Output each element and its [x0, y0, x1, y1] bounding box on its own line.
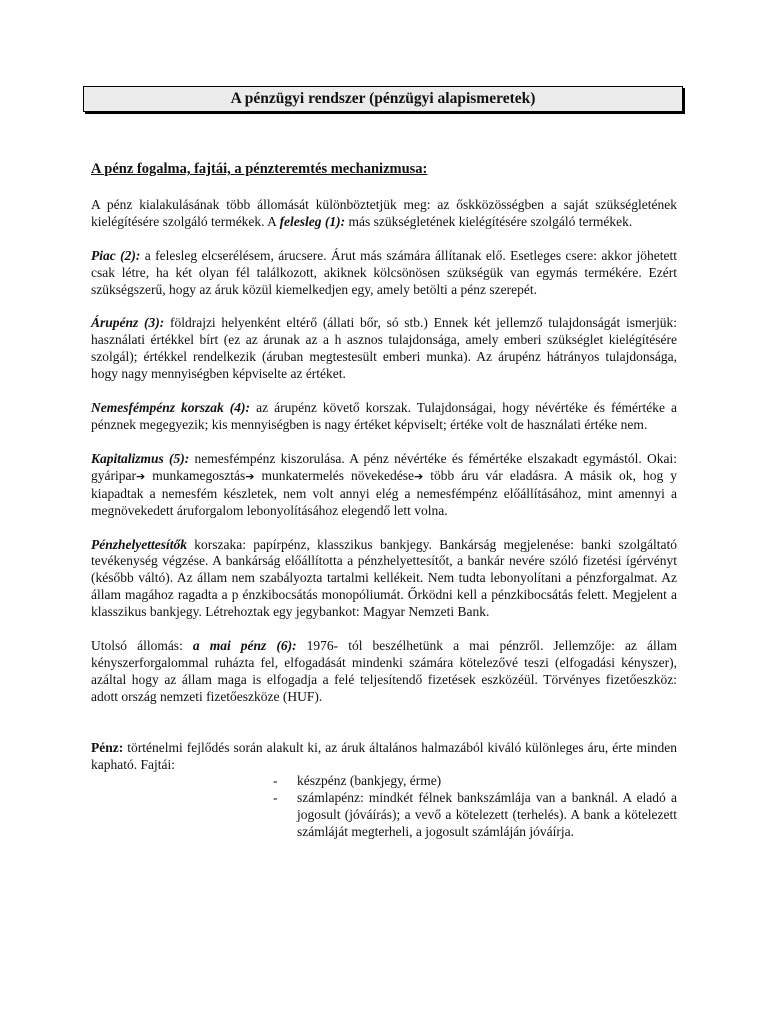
term-felesleg: felesleg (1):	[279, 213, 346, 229]
kapitalizmus-text-3: munkatermelés növekedése	[254, 467, 414, 483]
nemesfem-text: az árupénz követő korszak. Tulajdonságai, hogy névértéke és fémértéke a pénznek megegyezik; kis mennyiségben is nagy értéket képviselt; értéke volt de használati értéke nem.	[91, 400, 677, 432]
penz-text: történelmi fejlődés során alakult ki, az áruk általános halmazából kiváló különleges áru, érte minden kapható. Fajtái:	[91, 739, 677, 772]
arrow-right-icon: ➔	[245, 469, 255, 483]
section-heading: A pénz fogalma, fajtái, a pénzteremtés mechanizmusa:	[91, 161, 428, 177]
maipenz-text-before: Utolsó állomás:	[91, 638, 193, 654]
document-body	[91, 161, 677, 841]
term-penzhelyettesitok: Pénzhelyettesítők	[91, 536, 187, 552]
intro-text-before: A pénz kialakulásának több állomását különböztetjük meg: az őskközösségben a saját szükségletének kielégítésére szolgáló termékek. A	[91, 196, 677, 229]
type-szamlapenz: számlapénz: mindkét félnek bankszámlája van a banknál. A eladó a jogosult (jóváírás); a vevő a kötelezett (terhelés). A bank a kötelezett számláját megterheli, a jogosult számláján jóváírja.	[297, 790, 677, 840]
list-dash: -	[273, 773, 278, 789]
page-title: A pénzügyi rendszer (pénzügyi alapismeretek)	[230, 90, 536, 107]
list-item	[273, 790, 677, 841]
arupenz-text: földrajzi helyenként eltérő (állati bőr, só stb.) Ennek két jellemző tulajdonságát ismerjük: használati értékkel bírt (ez az árunak az a h asznos tulajdonsága, amely emberi szükséglet kielégítésére szolgál); értékkel rendelkezik (áruban megtestesült emberi munka). Az árupénz hátrányos tulajdonsága, hogy nagy mennyiségben képviselte az értéket.	[91, 315, 677, 382]
term-mai-penz: a mai pénz (6):	[192, 638, 297, 654]
list-item	[273, 773, 677, 790]
type-keszpenz: készpénz (bankjegy, érme)	[297, 773, 442, 789]
paragraph-piac	[91, 248, 677, 299]
paragraph-penzhelyettesitok	[91, 537, 677, 622]
paragraph-kapitalizmus	[91, 451, 677, 520]
kapitalizmus-text-1: nemesfémpénz kiszorulása. A pénz névértéke és fémértéke elszakadt egymástól. Okai: gyáripar	[91, 450, 677, 483]
maipenz-text-after: 1976- tól beszélhetünk a mai pénzről. Jellemzője: az állam kényszerforgalommal ruházta fel, elfogadását mindenki számára kötelezővé teszi (elfogadási kényszer), azáltal hogy az állam maga is elfogadja a felé teljesítendő fizetések eszközéül. Törvényes fizetőeszköz: adott ország nemzeti fizetőeszköze (HUF).	[91, 638, 677, 704]
paragraph-nemesfem	[91, 400, 677, 434]
arrow-right-icon: ➔	[135, 469, 146, 483]
paragraph-penz	[91, 740, 677, 774]
term-kapitalizmus: Kapitalizmus (5):	[91, 450, 190, 466]
intro-text-after: más szükségletének kielégítésére szolgáló termékek.	[345, 213, 633, 229]
term-nemesfem: Nemesfémpénz korszak (4):	[91, 400, 251, 416]
paragraph-mai-penz	[91, 638, 677, 706]
penzhely-text: korszaka: papírpénz, klasszikus bankjegy. Bankárság megjelenése: banki szolgáltató tevékenység végzése. A bankárság előállította a pénzhelyettesítőt, a bankár nevére szóló fizetési ígérvényt (később váltó). Az állam nem szabályozta tartalmi kellékeit. Nem tudta lebonyolítani a pénzforgalmat. Az állam magához ragadta a p énzkibocsátás monopóliumát. Őrködni kell a pénzkibocsátás felett. Megjelent a klasszikus bankjegy. Létrehoztak egy jegybankot: Magyar Nemzeti Bank.	[91, 536, 677, 620]
title-box	[83, 86, 683, 112]
term-arupenz: Árupénz (3):	[91, 315, 165, 331]
term-penz: Pénz:	[91, 739, 124, 755]
paragraph-intro	[91, 197, 677, 231]
paragraph-arupenz	[91, 315, 677, 383]
penz-definition-block	[91, 740, 677, 841]
arrow-right-icon: ➔	[413, 469, 424, 483]
kapitalizmus-text-2: munkamegosztás	[145, 467, 246, 483]
kapitalizmus-text-4: több áru vár eladásra. A másik ok, hog y kiapadtak a nemesfém készletek, nem volt annyi elég a nemesfémpénz előállításához, mint amennyi a megnövekedett áruforgalom lebonyolításához elegendő lett volna.	[91, 467, 678, 518]
list-dash: -	[273, 790, 278, 806]
term-piac: Piac (2):	[91, 247, 141, 263]
penz-types-list	[273, 773, 677, 841]
piac-text: a felesleg elcserélésem, árucsere. Árut más számára állítanak elő. Esetleges csere: akkor jöhetett csak létre, ha két olyan fél találkozott, akiknek kölcsönösen szükségük van egymás termékére. Ezért szükségszerű, hogy az áruk közül kiemelkedjen egy, amely betölti a pénz szerepét.	[91, 247, 677, 297]
